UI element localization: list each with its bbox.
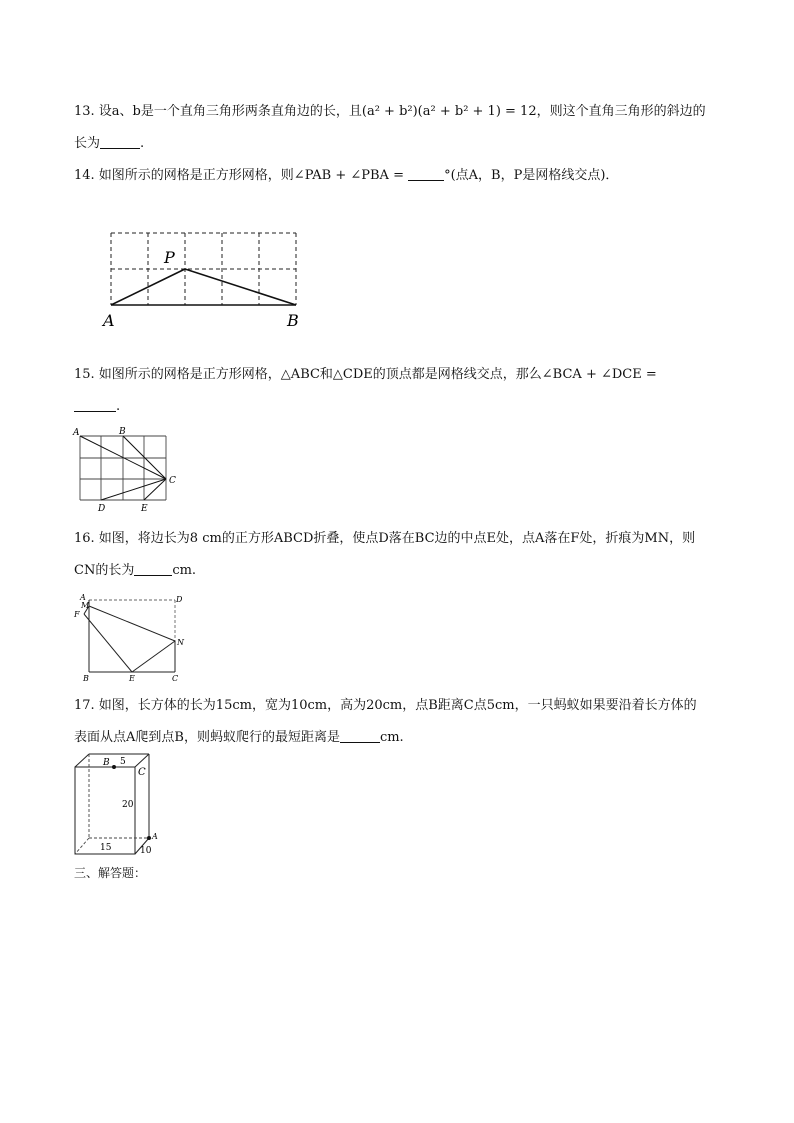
q16-label-m: M	[81, 601, 90, 610]
q16-line1: 16. 如图，将边长为8 cm的正方形ABCD折叠，使点D落在BC边的中点E处，点A落在F处，折痕为MN，则	[74, 531, 696, 546]
q16-label-d: D	[176, 595, 183, 604]
q14-suffix: °(点A，B，P是网格线交点)．	[444, 168, 619, 183]
q17-label-c: C	[138, 767, 146, 778]
q13-line1: 13. 设a、b是一个直角三角形两条直角边的长，且(a² + b²)(a² + b² + 1) = 12，则这个直角三角形的斜边的	[74, 104, 706, 119]
q14-label-a: A	[103, 311, 115, 330]
q16-label-c: C	[172, 674, 179, 683]
q15-grid	[80, 436, 166, 500]
q15-label-a: A	[73, 428, 80, 438]
q17-num-5: 5	[120, 757, 126, 767]
q14-prefix: 14. 如图所示的网格是正方形网格，则∠PAB + ∠PBA =	[74, 168, 409, 183]
q17-point-b	[112, 765, 116, 769]
q15-line2	[74, 397, 120, 416]
q15-figure	[70, 424, 185, 516]
q17-line1: 17. 如图，长方体的长为15cm，宽为10cm，高为20cm，点B距离C点5cm，一只蚂蚁如果要沿着长方体的	[74, 698, 697, 713]
q16-line2	[74, 561, 196, 580]
q16-label-n: N	[177, 638, 184, 647]
q16-label-f: F	[74, 610, 80, 619]
q15-line2-suffix: .	[116, 399, 121, 414]
q14-triangle	[111, 269, 296, 305]
q17-label-a: A	[152, 832, 158, 841]
q16-answer-blank[interactable]	[134, 561, 172, 576]
q16-line2-suffix: cm.	[172, 563, 197, 578]
q13-line2-prefix: 长为	[74, 136, 101, 151]
q15-label-c: C	[169, 476, 176, 486]
q17-figure	[68, 750, 168, 858]
q16-figure	[70, 590, 190, 682]
q16-line2-prefix: CN的长为	[74, 563, 135, 578]
q16-label-a: A	[80, 593, 86, 602]
q14-line	[74, 166, 618, 185]
q14-label-b: B	[287, 311, 299, 330]
q17-num-10: 10	[140, 846, 152, 856]
q15-label-b: B	[119, 427, 126, 437]
q14-label-p: P	[164, 248, 175, 267]
q14-grid	[111, 233, 296, 305]
q13-answer-blank[interactable]	[100, 134, 140, 149]
q14-figure	[100, 225, 310, 335]
q17-line2-prefix: 表面从点A爬到点B，则蚂蚁爬行的最短距离是	[74, 730, 340, 745]
q15-line1: 15. 如图所示的网格是正方形网格，△ABC和△CDE的顶点都是网格线交点，那么∠BCA + ∠DCE =	[74, 367, 657, 382]
q17-point-a	[147, 836, 151, 840]
q15-label-e: E	[141, 504, 148, 514]
q16-label-b: B	[83, 674, 89, 683]
q16-square	[84, 600, 175, 672]
q15-label-d: D	[98, 504, 106, 514]
q17-line2	[74, 728, 404, 747]
section3-title: 三、解答题：	[74, 866, 147, 880]
q14-answer-blank[interactable]	[408, 166, 444, 181]
q15-answer-blank[interactable]	[74, 397, 116, 412]
q13-line2-suffix: .	[140, 136, 145, 151]
q17-num-15: 15	[100, 843, 112, 853]
q17-label-b: B	[103, 758, 110, 768]
q17-line2-suffix: cm.	[379, 730, 404, 745]
q17-num-20: 20	[122, 800, 134, 810]
q13-line2	[74, 134, 144, 153]
q17-answer-blank[interactable]	[340, 728, 380, 743]
q16-label-e: E	[129, 674, 135, 683]
